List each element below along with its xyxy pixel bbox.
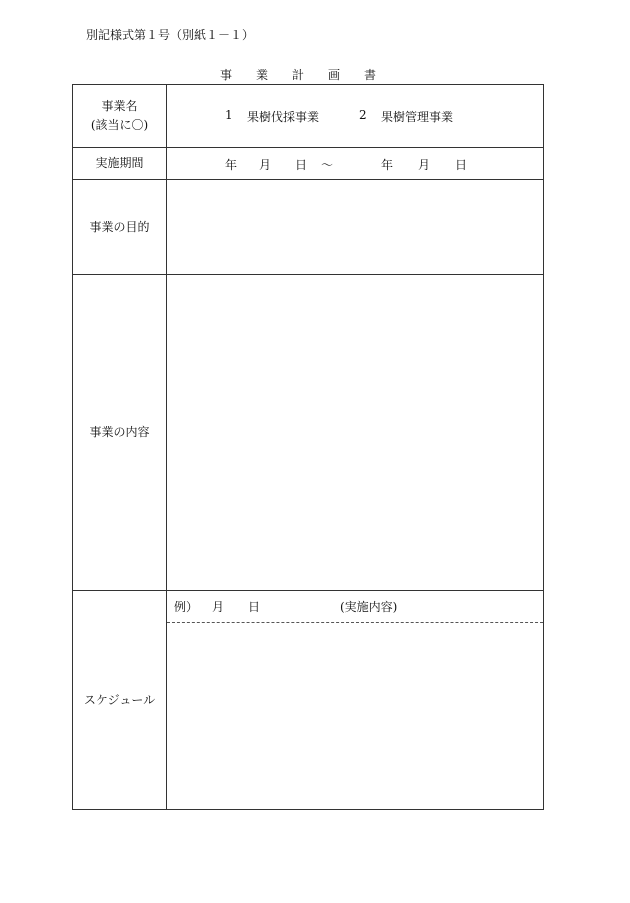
form-identifier: 別記様式第１号（別紙１－１） [86, 28, 255, 42]
business-name-label-line2: (該当に〇) [90, 118, 149, 132]
schedule-example-prefix: 例） [174, 600, 199, 614]
purpose-field[interactable] [167, 180, 544, 274]
business-name-label-line1: 事業名 [101, 99, 138, 113]
end-year-field[interactable]: 年 [381, 158, 394, 172]
schedule-day-header: 日 [248, 600, 261, 614]
option-2-label[interactable]: 果樹管理事業 [381, 110, 454, 124]
period-separator: ～ [321, 158, 334, 172]
start-month-field[interactable]: 月 [259, 158, 272, 172]
schedule-label: スケジュール [83, 693, 156, 707]
schedule-detail-header: (実施内容) [340, 600, 398, 614]
content-label: 事業の内容 [89, 425, 150, 439]
end-month-field[interactable]: 月 [418, 158, 431, 172]
document-title: 事 業 計 画 書 [220, 68, 377, 82]
business-name-label [73, 85, 166, 147]
start-day-field[interactable]: 日 [295, 158, 308, 172]
start-year-field[interactable]: 年 [225, 158, 238, 172]
option-1-label[interactable]: 果樹伐採事業 [247, 110, 320, 124]
option-1-number: 1 [225, 108, 233, 122]
schedule-month-header: 月 [212, 600, 225, 614]
content-field[interactable] [167, 275, 544, 590]
period-label: 実施期間 [95, 156, 144, 170]
purpose-label: 事業の目的 [89, 219, 150, 234]
option-2-number: 2 [359, 108, 367, 122]
business-plan-table [72, 84, 544, 810]
schedule-field[interactable] [167, 623, 544, 810]
end-day-field[interactable]: 日 [455, 158, 468, 172]
